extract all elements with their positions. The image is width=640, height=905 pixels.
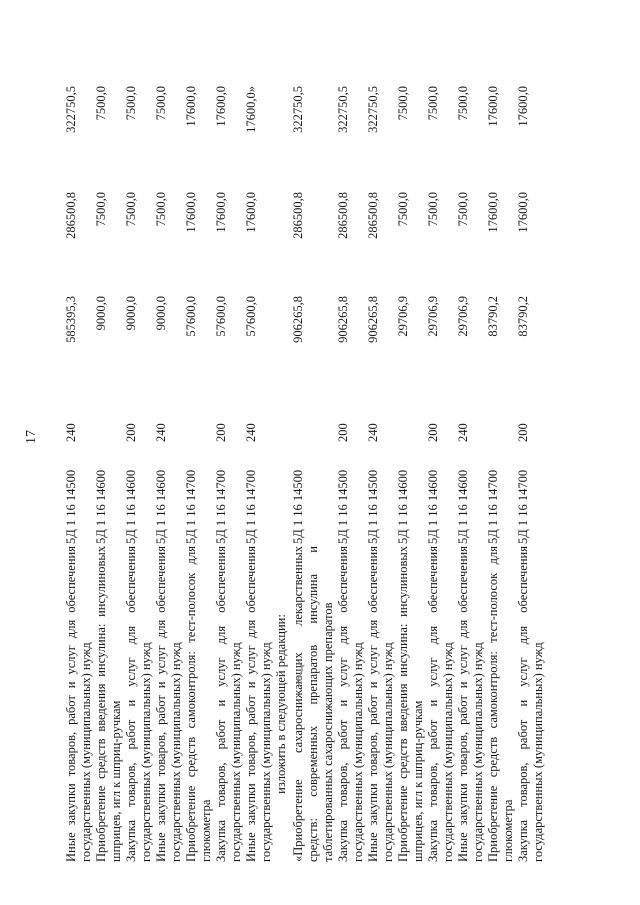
row-value-2: 17600,0	[214, 192, 228, 233]
row-type: 240	[456, 423, 470, 442]
row-description: Приобретение средств самоконтроля: тест-полосок для глюкометра	[486, 546, 515, 862]
row-code: 5Д 1 16 14500	[336, 469, 350, 544]
row-type: 240	[244, 423, 258, 442]
row-value-1: 906265,8	[366, 296, 380, 343]
row-value-2: 17600,0	[244, 192, 258, 233]
row-value-3: 17600,0	[214, 86, 228, 127]
page-number: 17	[24, 430, 39, 444]
row-value-1: 83790,2	[516, 296, 530, 337]
row-type: 200	[214, 423, 228, 442]
row-code: 5Д 1 16 14700	[486, 469, 500, 544]
row-value-1: 585395,3	[64, 296, 78, 343]
row-code: 5Д 1 16 14700	[516, 469, 530, 544]
row-value-2: 7500,0	[396, 192, 410, 227]
row-code: 5Д 1 16 14600	[154, 469, 168, 544]
row-value-2: 7500,0	[154, 192, 168, 227]
budget-table	[64, 42, 554, 862]
row-value-3: 7500,0	[456, 86, 470, 121]
row-value-2: 7500,0	[124, 192, 138, 227]
row-value-2: 17600,0	[184, 192, 198, 233]
row-value-3: 7500,0	[94, 86, 108, 121]
row-description: Закупка товаров, работ и услуг для обеспечения государственных (муниципальных) нужд	[336, 546, 365, 862]
row-value-1: 906265,8	[291, 296, 305, 343]
row-code: 5Д 1 16 14600	[426, 469, 440, 544]
row-code: 5Д 1 16 14700	[214, 469, 228, 544]
row-code: 5Д 1 16 14600	[124, 469, 138, 544]
row-description: «Приобретение сахароснижающих лекарственных средств: современных препаратов инсулина и таблетированных сахароснижающих препаратов	[291, 546, 335, 862]
row-value-1: 9000,0	[124, 296, 138, 331]
row-code: 5Д 1 16 14600	[456, 469, 470, 544]
row-description: Закупка товаров, работ и услуг для обеспечения государственных (муниципальных) нужд	[516, 546, 545, 862]
row-description: Приобретение средств самоконтроля: тест-полосок для глюкометра	[184, 546, 213, 862]
row-description: Закупка товаров, работ и услуг для обеспечения государственных (муниципальных) нужд	[124, 546, 153, 862]
row-code: 5Д 1 16 14700	[184, 469, 198, 544]
row-description: Приобретение средств введения инсулина: инсулиновых шприцев, игл к шприц-ручкам	[94, 546, 123, 862]
row-value-3: 7500,0	[154, 86, 168, 121]
row-description: Иные закупки товаров, работ и услуг для обеспечения государственных (муниципальных) нужд	[154, 546, 183, 862]
row-value-3: 17600,0	[486, 86, 500, 127]
row-value-2: 286500,8	[336, 192, 350, 239]
row-value-3: 17600,0	[516, 86, 530, 127]
row-value-1: 57600,0	[214, 296, 228, 337]
row-type: 240	[64, 423, 78, 442]
row-description: Иные закупки товаров, работ и услуг для обеспечения государственных (муниципальных) нужд	[64, 546, 93, 862]
row-value-1: 83790,2	[486, 296, 500, 337]
row-value-3: 17600,0	[184, 86, 198, 127]
row-value-1: 9000,0	[154, 296, 168, 331]
row-value-2: 7500,0	[456, 192, 470, 227]
row-code: 5Д 1 16 14600	[94, 469, 108, 544]
row-description: Иные закупки товаров, работ и услуг для обеспечения государственных (муниципальных) нужд	[244, 546, 273, 862]
row-code: 5Д 1 16 14700	[244, 469, 258, 544]
row-code: 5Д 1 16 14500	[64, 469, 78, 544]
row-value-3: 7500,0	[396, 86, 410, 121]
row-value-3: 322750,5	[64, 86, 78, 133]
row-value-3: 7500,0	[124, 86, 138, 121]
row-type: 200	[124, 423, 138, 442]
row-value-1: 906265,8	[336, 296, 350, 343]
row-description: Иные закупки товаров, работ и услуг для обеспечения государственных (муниципальных) нужд	[456, 546, 485, 862]
row-value-2: 17600,0	[486, 192, 500, 233]
row-value-1: 57600,0	[244, 296, 258, 337]
row-value-2: 286500,8	[366, 192, 380, 239]
row-description: Иные закупки товаров, работ и услуг для обеспечения государственных (муниципальных) нужд	[366, 546, 395, 862]
row-value-2: 17600,0	[516, 192, 530, 233]
row-value-1: 29706,9	[396, 296, 410, 337]
row-value-2: 286500,8	[291, 192, 305, 239]
scan-mark-icon	[293, 659, 305, 689]
row-type: 240	[366, 423, 380, 442]
row-description: Закупка товаров, работ и услуг для обеспечения государственных (муниципальных) нужд	[214, 546, 243, 862]
row-value-1: 29706,9	[456, 296, 470, 337]
row-description: изложить в следующей редакции:	[274, 614, 288, 794]
row-value-3: 322750,5	[336, 86, 350, 133]
row-value-3: 17600,0»	[244, 86, 258, 133]
row-description: Приобретение средств введения инсулина: инсулиновых шприцев, игл к шприц-ручкам	[396, 546, 425, 862]
row-value-2: 7500,0	[426, 192, 440, 227]
row-type: 200	[516, 423, 530, 442]
row-value-1: 57600,0	[184, 296, 198, 337]
row-value-3: 7500,0	[426, 86, 440, 121]
row-value-2: 7500,0	[94, 192, 108, 227]
row-value-3: 322750,5	[291, 86, 305, 133]
row-code: 5Д 1 16 14500	[291, 469, 305, 544]
row-type: 200	[426, 423, 440, 442]
row-value-2: 286500,8	[64, 192, 78, 239]
row-code: 5Д 1 16 14600	[396, 469, 410, 544]
row-type: 240	[154, 423, 168, 442]
row-code: 5Д 1 16 14500	[366, 469, 380, 544]
row-value-1: 9000,0	[94, 296, 108, 331]
row-type: 200	[336, 423, 350, 442]
row-description: Закупка товаров, работ и услуг для обеспечения государственных (муниципальных) нужд	[426, 546, 455, 862]
row-value-3: 322750,5	[366, 86, 380, 133]
row-value-1: 29706,9	[426, 296, 440, 337]
